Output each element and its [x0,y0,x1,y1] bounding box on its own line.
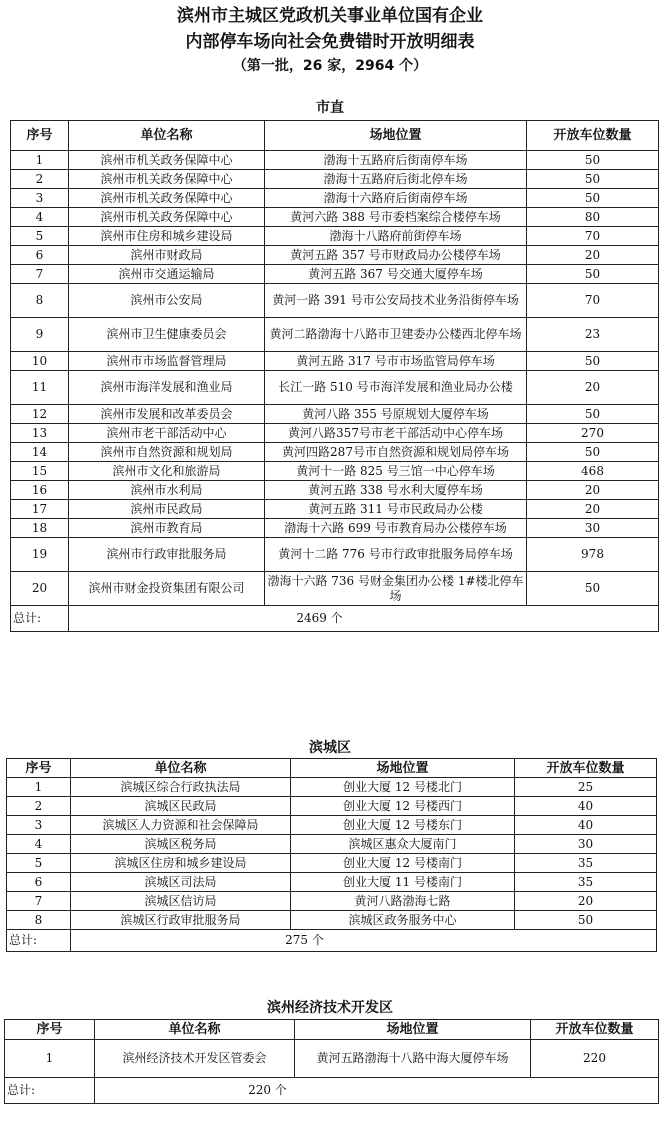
cell-unit: 滨城区综合行政执法局 [71,778,291,797]
cell-no: 4 [11,208,69,227]
cell-count: 30 [527,519,659,538]
cell-location: 创业大厦 12 号楼东门 [291,816,515,835]
total-value: 275 个 [71,930,657,952]
cell-unit: 滨州市海洋发展和渔业局 [69,371,265,405]
cell-location: 创业大厦 12 号楼北门 [291,778,515,797]
cell-count: 50 [527,151,659,170]
table-row [7,835,657,854]
cell-count: 220 [531,1040,659,1078]
cell-unit: 滨城区税务局 [71,835,291,854]
cell-location: 黄河五路 338 号水利大厦停车场 [265,481,527,500]
cell-no: 14 [11,443,69,462]
table-row [11,246,659,265]
cell-unit: 滨城区行政审批服务局 [71,911,291,930]
cell-unit: 滨州市机关政务保障中心 [69,189,265,208]
table-row [11,371,659,405]
cell-no: 9 [11,318,69,352]
col-header-location: 场地位置 [291,759,515,778]
cell-unit: 滨州市公安局 [69,284,265,318]
cell-location: 黄河八路渤海七路 [291,892,515,911]
cell-unit: 滨州市老干部活动中心 [69,424,265,443]
page-title-line1: 滨州市主城区党政机关事业单位国有企业 [177,6,483,26]
cell-no: 8 [7,911,71,930]
table-row [7,892,657,911]
cell-location: 黄河八路 355 号原规划大厦停车场 [265,405,527,424]
cell-no: 5 [11,227,69,246]
cell-unit: 滨城区人力资源和社会保障局 [71,816,291,835]
table-row [7,778,657,797]
cell-location: 渤海十六路 699 号市教育局办公楼停车场 [265,519,527,538]
cell-location: 渤海十八路府前街停车场 [265,227,527,246]
table-row [11,170,659,189]
table-row [11,227,659,246]
cell-count: 50 [527,265,659,284]
cell-count: 50 [527,443,659,462]
cell-count: 978 [527,538,659,572]
table-row [11,151,659,170]
cell-count: 50 [527,189,659,208]
total-value: 220 个 [95,1078,659,1104]
cell-no: 1 [7,778,71,797]
cell-unit: 滨州市财政局 [69,246,265,265]
cell-unit: 滨州市发展和改革委员会 [69,405,265,424]
table-row [7,816,657,835]
cell-location: 渤海十六路府后街南停车场 [265,189,527,208]
title-block [0,3,660,77]
cell-count: 50 [527,572,659,606]
section-title-shizhi: 市直 [316,100,344,116]
cell-unit: 滨州市财金投资集团有限公司 [69,572,265,606]
cell-count: 50 [527,405,659,424]
cell-location: 渤海十五路府后街北停车场 [265,170,527,189]
cell-no: 3 [11,189,69,208]
table-row [11,481,659,500]
cell-count: 23 [527,318,659,352]
cell-no: 8 [11,284,69,318]
table-row [11,318,659,352]
cell-count: 20 [527,500,659,519]
cell-no: 13 [11,424,69,443]
cell-no: 5 [7,854,71,873]
total-label: 总计: [7,930,71,952]
cell-no: 4 [7,835,71,854]
total-label: 总计: [11,606,69,632]
col-header-count: 开放车位数量 [515,759,657,778]
cell-no: 1 [11,151,69,170]
cell-count: 270 [527,424,659,443]
section-title-binchengqu: 滨城区 [309,740,351,756]
table-row [11,538,659,572]
cell-count: 70 [527,284,659,318]
cell-no: 6 [7,873,71,892]
cell-no: 17 [11,500,69,519]
cell-unit: 滨州市市场监督管理局 [69,352,265,371]
cell-location: 黄河四路287号市自然资源和规划局停车场 [265,443,527,462]
cell-count: 35 [515,854,657,873]
cell-unit: 滨城区信访局 [71,892,291,911]
cell-no: 1 [5,1040,95,1078]
cell-unit: 滨州市机关政务保障中心 [69,170,265,189]
table-row [11,265,659,284]
page-title-line2: 内部停车场向社会免费错时开放明细表 [185,32,475,52]
cell-location: 滨城区惠众大厦南门 [291,835,515,854]
col-header-unit: 单位名称 [69,121,265,151]
table-row [7,911,657,930]
cell-no: 15 [11,462,69,481]
table-row [11,208,659,227]
col-header-count: 开放车位数量 [531,1020,659,1040]
cell-unit: 滨州经济技术开发区管委会 [95,1040,295,1078]
cell-location: 黄河十一路 825 号三馆一中心停车场 [265,462,527,481]
cell-unit: 滨州市卫生健康委员会 [69,318,265,352]
table-shizhi [10,120,659,632]
table-row [5,1040,659,1078]
cell-unit: 滨州市水利局 [69,481,265,500]
cell-no: 10 [11,352,69,371]
section-title-kaifaqu: 滨州经济技术开发区 [267,1000,393,1016]
cell-location: 创业大厦 12 号楼西门 [291,797,515,816]
cell-count: 30 [515,835,657,854]
cell-count: 50 [515,911,657,930]
cell-count: 40 [515,797,657,816]
cell-no: 6 [11,246,69,265]
cell-unit: 滨州市住房和城乡建设局 [69,227,265,246]
cell-count: 20 [527,481,659,500]
col-header-no: 序号 [7,759,71,778]
cell-location: 黄河十二路 776 号市行政审批服务局停车场 [265,538,527,572]
cell-location: 创业大厦 11 号楼南门 [291,873,515,892]
cell-count: 50 [527,352,659,371]
cell-unit: 滨州市交通运输局 [69,265,265,284]
table-kaifaqu [4,1019,659,1104]
table-row [7,797,657,816]
cell-no: 12 [11,405,69,424]
total-label: 总计: [5,1078,95,1104]
cell-count: 40 [515,816,657,835]
cell-unit: 滨州市自然资源和规划局 [69,443,265,462]
cell-no: 16 [11,481,69,500]
table-row [11,500,659,519]
cell-no: 18 [11,519,69,538]
cell-location: 黄河五路 367 号交通大厦停车场 [265,265,527,284]
col-header-count: 开放车位数量 [527,121,659,151]
table-row [11,189,659,208]
cell-no: 2 [11,170,69,189]
cell-location: 黄河五路 311 号市民政局办公楼 [265,500,527,519]
cell-unit: 滨州市机关政务保障中心 [69,151,265,170]
cell-count: 35 [515,873,657,892]
col-header-no: 序号 [11,121,69,151]
cell-unit: 滨城区司法局 [71,873,291,892]
cell-count: 468 [527,462,659,481]
cell-count: 80 [527,208,659,227]
table-row [11,462,659,481]
cell-location: 黄河五路 317 号市市场监管局停车场 [265,352,527,371]
cell-no: 11 [11,371,69,405]
cell-count: 50 [527,170,659,189]
table-row [11,405,659,424]
table-row [11,443,659,462]
cell-no: 20 [11,572,69,606]
cell-no: 19 [11,538,69,572]
cell-unit: 滨州市文化和旅游局 [69,462,265,481]
cell-count: 25 [515,778,657,797]
total-value: 2469 个 [69,606,659,632]
table-row [11,284,659,318]
table-row [11,519,659,538]
table-row [11,424,659,443]
cell-location: 渤海十五路府后街南停车场 [265,151,527,170]
cell-location: 黄河五路 357 号市财政局办公楼停车场 [265,246,527,265]
cell-count: 20 [515,892,657,911]
cell-location: 长江一路 510 号市海洋发展和渔业局办公楼 [265,371,527,405]
col-header-location: 场地位置 [295,1020,531,1040]
cell-count: 20 [527,371,659,405]
cell-location: 黄河八路357号市老干部活动中心停车场 [265,424,527,443]
table-binchengqu [6,758,657,952]
cell-unit: 滨州市行政审批服务局 [69,538,265,572]
cell-count: 70 [527,227,659,246]
cell-unit: 滨州市机关政务保障中心 [69,208,265,227]
col-header-location: 场地位置 [265,121,527,151]
cell-no: 3 [7,816,71,835]
cell-unit: 滨城区民政局 [71,797,291,816]
cell-location: 滨城区政务服务中心 [291,911,515,930]
table-row [11,572,659,606]
cell-unit: 滨州市教育局 [69,519,265,538]
table-row [11,352,659,371]
col-header-unit: 单位名称 [95,1020,295,1040]
cell-location: 黄河一路 391 号市公安局技术业务沿街停车场 [265,284,527,318]
page-subtitle: （第一批，26 家，2964 个） [232,58,428,74]
cell-location: 创业大厦 12 号楼南门 [291,854,515,873]
cell-no: 7 [11,265,69,284]
cell-location: 黄河六路 388 号市委档案综合楼停车场 [265,208,527,227]
cell-location: 黄河五路渤海十八路中海大厦停车场 [295,1040,531,1078]
cell-count: 20 [527,246,659,265]
cell-location: 渤海十六路 736 号财金集团办公楼 1#楼北停车场 [265,572,527,606]
col-header-unit: 单位名称 [71,759,291,778]
col-header-no: 序号 [5,1020,95,1040]
cell-unit: 滨城区住房和城乡建设局 [71,854,291,873]
table-row [7,873,657,892]
table-row [7,854,657,873]
cell-location: 黄河二路渤海十八路市卫建委办公楼西北停车场 [265,318,527,352]
cell-no: 7 [7,892,71,911]
cell-unit: 滨州市民政局 [69,500,265,519]
cell-no: 2 [7,797,71,816]
